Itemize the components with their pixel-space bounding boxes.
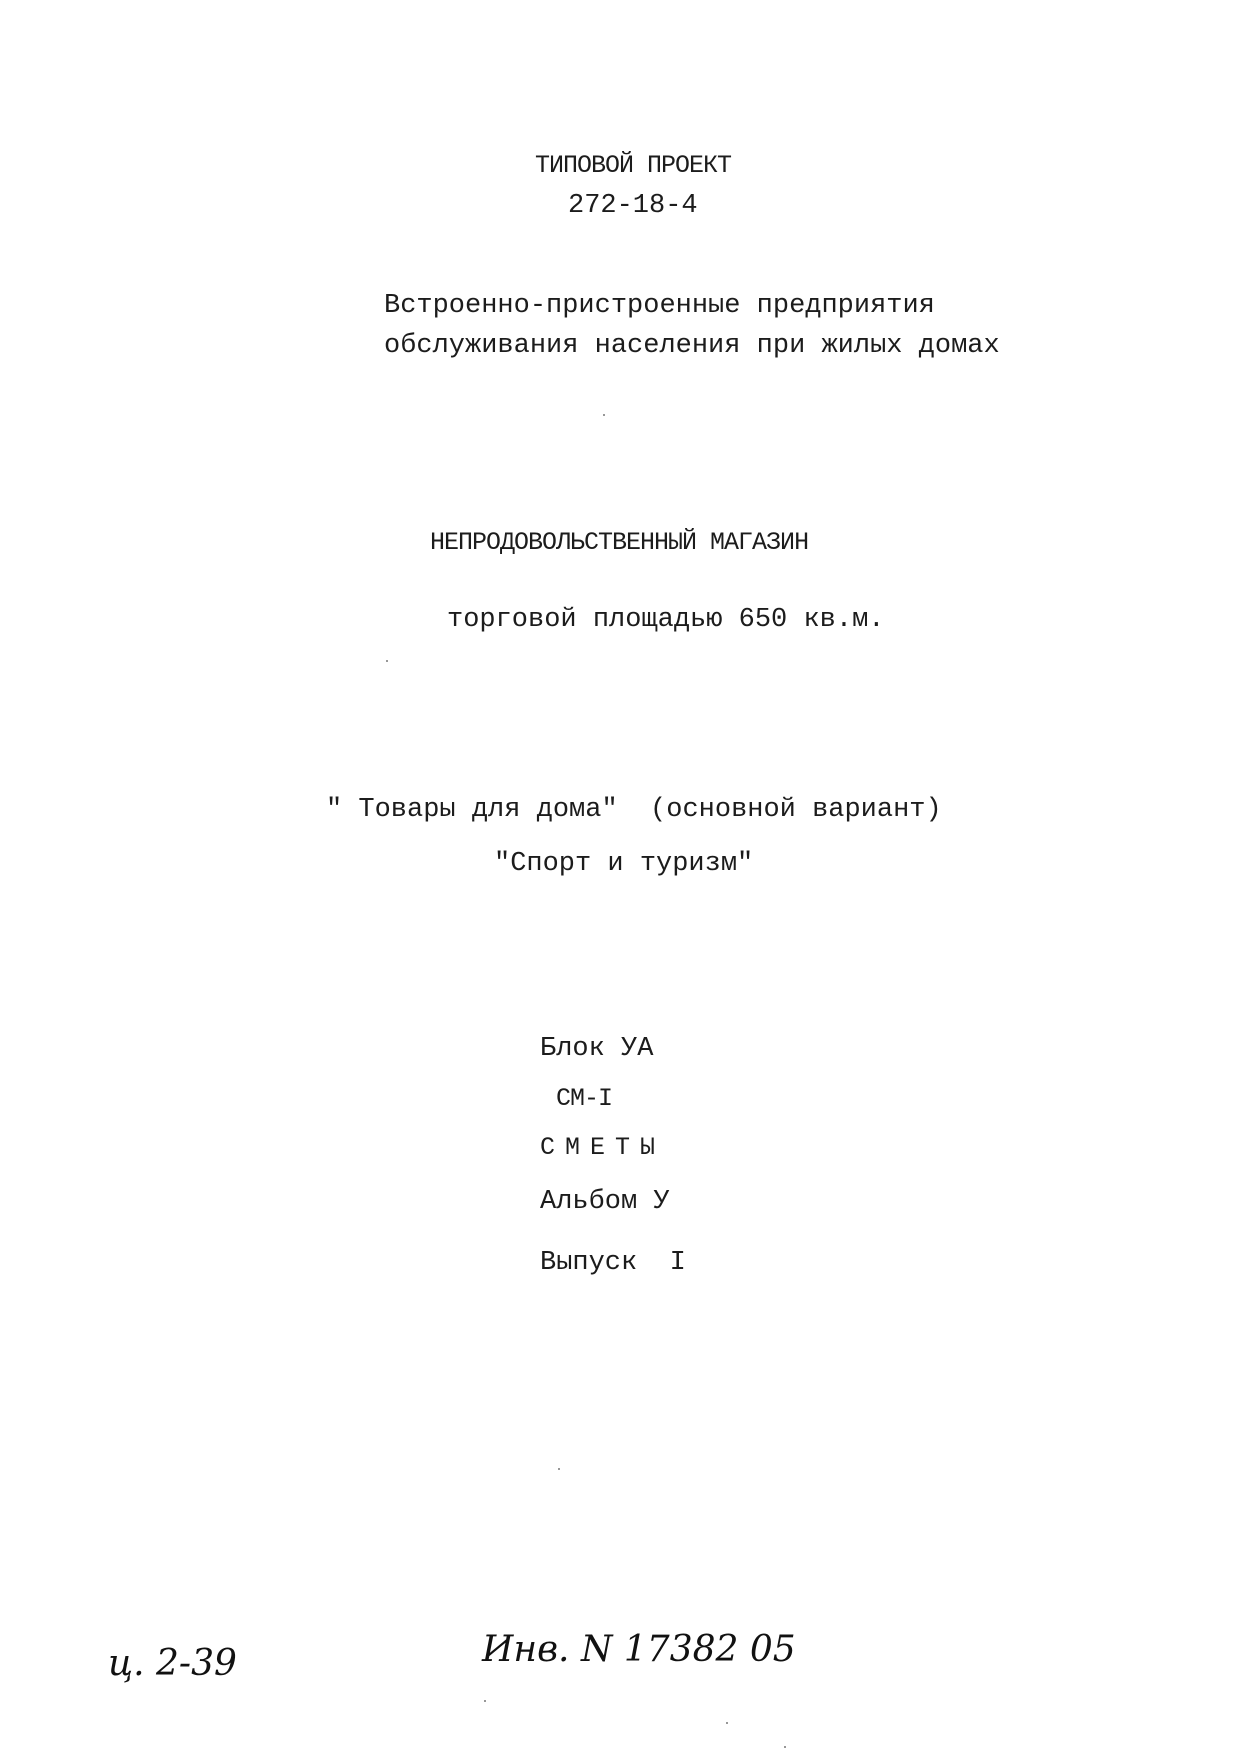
- variant-line-1: " Товары для дома" (основной вариант): [326, 795, 942, 825]
- building-area: торговой площадью 650 кв.м.: [447, 605, 885, 635]
- subject-line-2: обслуживания населения при жилых домах: [384, 331, 1000, 361]
- block-label: Блок УА: [540, 1034, 654, 1064]
- issue-label: Выпуск I: [540, 1248, 686, 1278]
- building-name: НЕПРОДОВОЛЬСТВЕННЫЙ МАГАЗИН: [430, 528, 809, 557]
- scan-speck: [558, 1468, 560, 1470]
- price-note: ц. 2-39: [108, 1643, 237, 1684]
- scan-speck: [726, 1722, 728, 1724]
- album-label: Альбом У: [540, 1187, 670, 1217]
- scan-speck: [484, 1700, 486, 1702]
- scan-speck: [603, 414, 605, 416]
- header-title: ТИПОВОЙ ПРОЕКТ: [535, 151, 732, 180]
- scan-speck: [386, 660, 388, 662]
- variant-line-2: "Спорт и туризм": [494, 849, 754, 879]
- project-number: 272-18-4: [568, 191, 698, 221]
- subject-line-1: Встроенно-пристроенные предприятия: [384, 291, 935, 321]
- inventory-number: Инв. N 17382 05: [482, 1629, 796, 1670]
- volume-code: СМ-I: [556, 1084, 613, 1113]
- scan-speck: [784, 1746, 786, 1748]
- volume-type: СМЕТЫ: [540, 1133, 666, 1162]
